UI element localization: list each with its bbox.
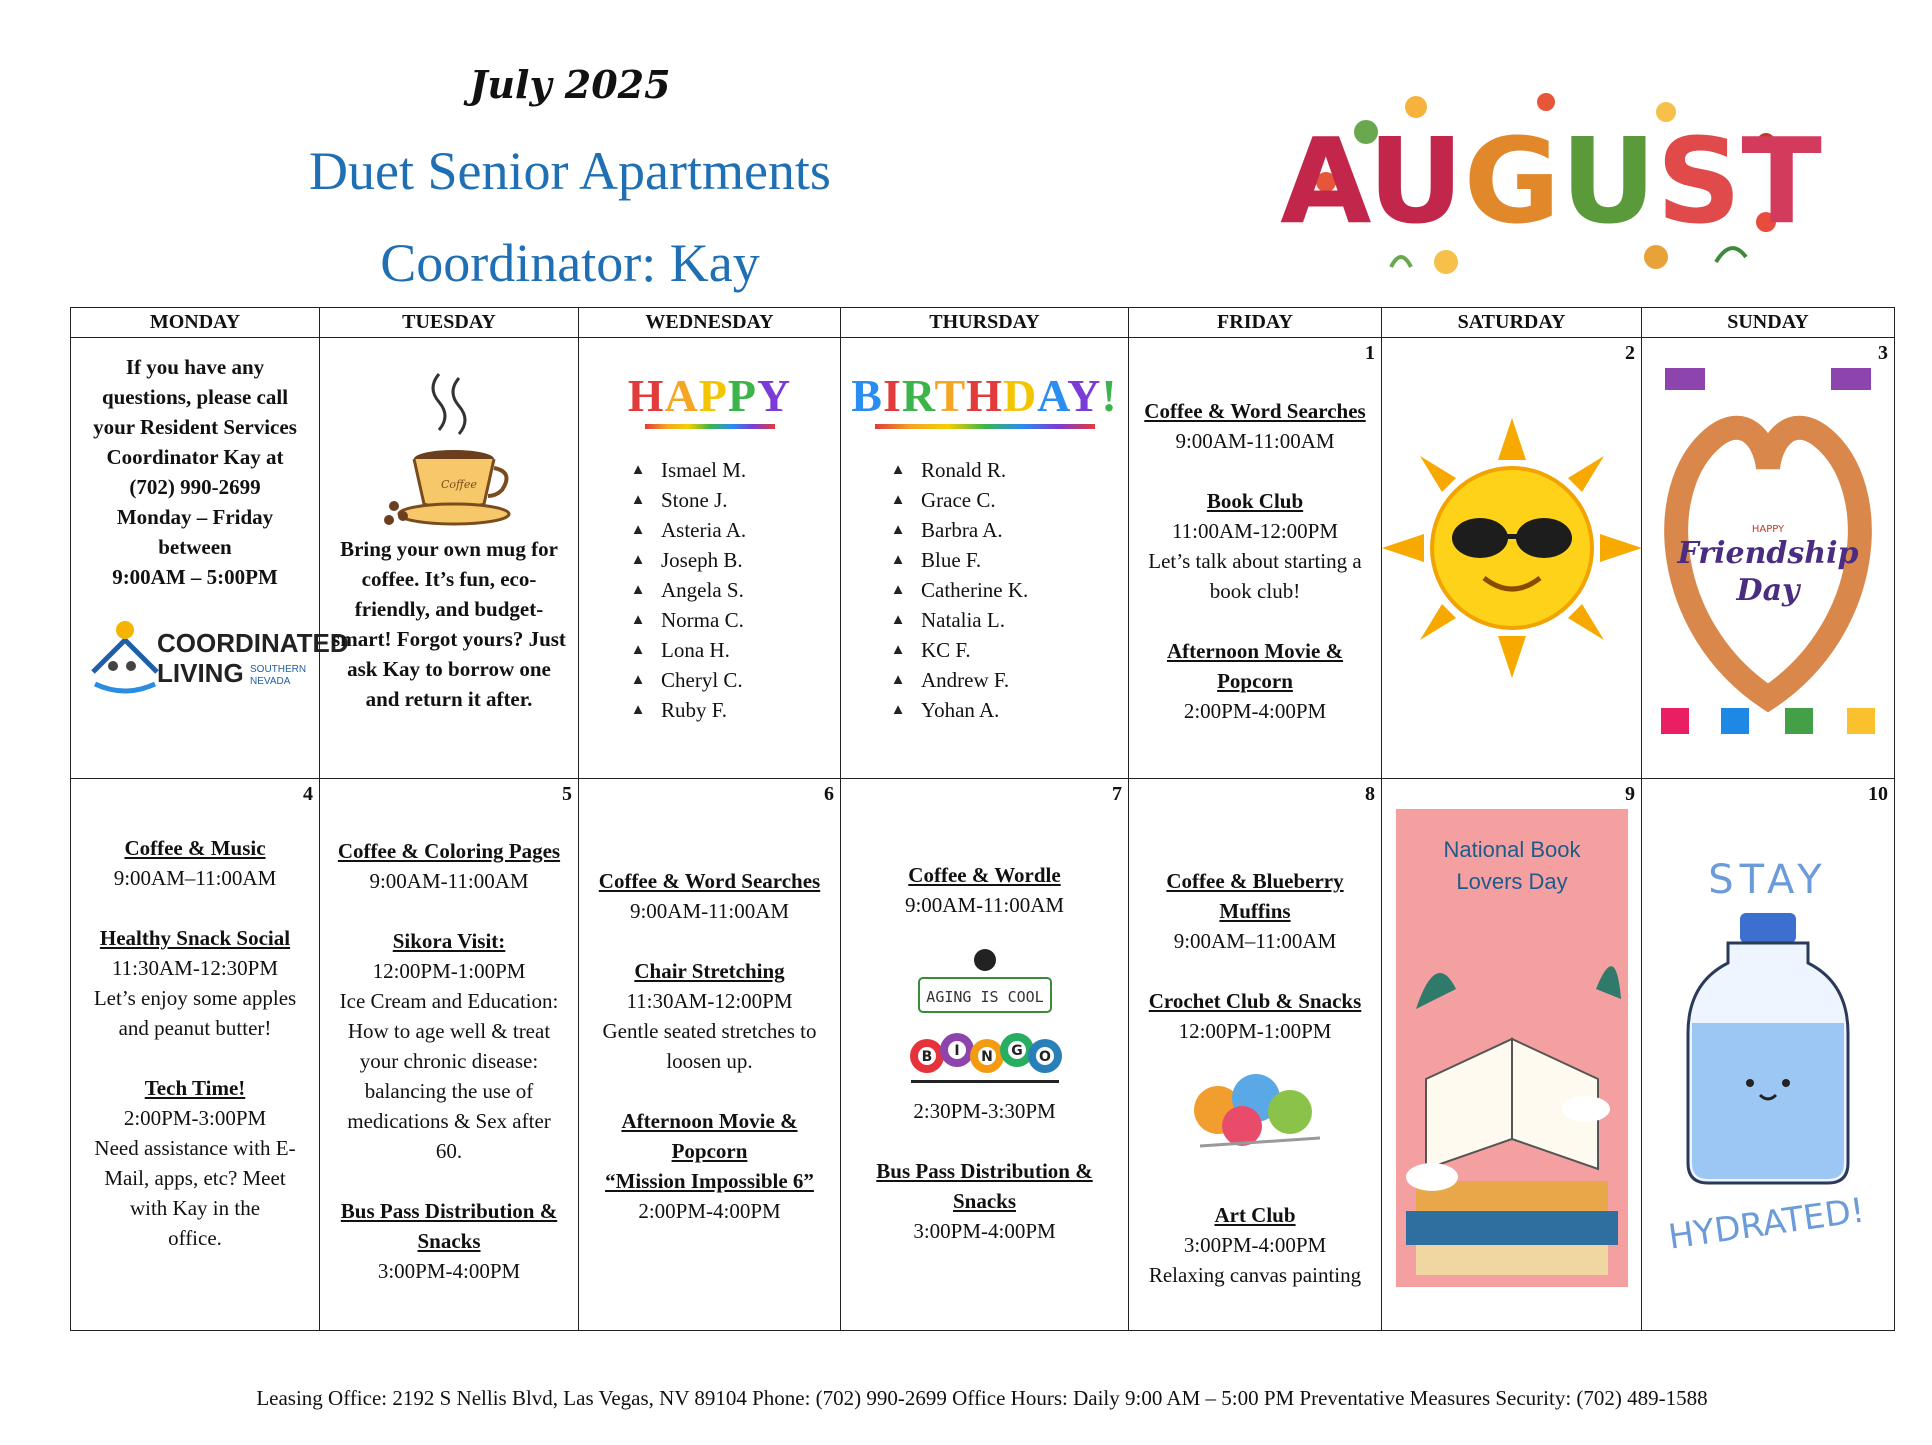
event-time: 2:00PM-3:00PM xyxy=(123,1106,267,1131)
birthday-banner-text: BIRTHDAY! xyxy=(851,370,1118,421)
event-title: Chair Stretching xyxy=(634,959,785,984)
yarn-ball xyxy=(1268,1090,1312,1134)
day-number: 10 xyxy=(1868,783,1888,806)
event-title: Healthy Snack Social xyxy=(99,926,291,951)
bingo-letter: O xyxy=(1038,1049,1051,1066)
info-line: Coordinator Kay at xyxy=(106,445,284,469)
saucer xyxy=(399,504,509,524)
birthday-name xyxy=(887,665,1128,695)
name-text: Yohan A. xyxy=(921,698,1000,722)
coffee-bean-icon xyxy=(398,511,408,521)
event-time: 9:00AM–11:00AM xyxy=(1173,929,1337,954)
day-number: 7 xyxy=(1112,783,1122,806)
aging-banner-text: AGING IS COOL xyxy=(925,988,1044,1007)
info-line: your Resident Services xyxy=(93,415,297,439)
coordinated-living-logo xyxy=(85,602,349,702)
mug-note xyxy=(320,534,578,714)
friendship-title: Friendship xyxy=(1677,536,1859,571)
event-description: Let’s enjoy some apples xyxy=(93,986,297,1011)
day-number: 6 xyxy=(824,783,834,806)
cake-icon: ▲ xyxy=(890,522,906,538)
sleeve-decoration xyxy=(1847,708,1875,734)
birthday-name xyxy=(887,515,1128,545)
day-number: 9 xyxy=(1625,783,1635,806)
birthday-name xyxy=(627,455,840,485)
bottle-cap xyxy=(1740,913,1796,943)
note-line: friendly, and budget- xyxy=(354,597,544,621)
cake-icon: ▲ xyxy=(630,462,646,478)
event-title: Afternoon Movie & xyxy=(1166,639,1344,663)
day-number: 4 xyxy=(303,783,313,806)
event-title: Coffee & Word Searches xyxy=(1144,399,1366,423)
cake-icon: ▲ xyxy=(630,492,646,508)
event-title: Snacks xyxy=(952,1189,1017,1214)
cake-icon: ▲ xyxy=(630,672,646,688)
name-text: Angela S. xyxy=(661,578,744,602)
event-title: Bus Pass Distribution & xyxy=(876,1159,1093,1184)
event-description: Ice Cream and Education: xyxy=(339,989,559,1014)
event-time: 2:00PM-4:00PM xyxy=(638,1199,781,1224)
leaf-decoration xyxy=(1391,257,1411,267)
steam-icon xyxy=(453,378,465,434)
name-text: Natalia L. xyxy=(921,608,1005,632)
name-text: KC F. xyxy=(921,638,971,662)
cloud-decoration xyxy=(1406,1163,1458,1191)
birthday-banner xyxy=(841,368,1128,429)
event-title: Tech Time! xyxy=(144,1076,246,1101)
info-line: If you have any xyxy=(125,355,265,379)
rainbow-underline xyxy=(875,424,1095,429)
birthday-name xyxy=(887,605,1128,635)
book-lovers-poster xyxy=(1396,809,1628,1287)
coffee-cup-icon xyxy=(379,364,519,534)
poster-title: National Book xyxy=(1443,837,1581,863)
event-time: 11:00AM-12:00PM xyxy=(1171,519,1339,543)
sleeve-decoration xyxy=(1831,368,1871,390)
coffee-bean-icon xyxy=(389,501,399,511)
event-title: Sikora Visit: xyxy=(392,929,506,954)
event-time: 9:00AM-11:00AM xyxy=(629,899,790,924)
event-time: 3:00PM-4:00PM xyxy=(377,1259,521,1284)
birthday-name xyxy=(887,635,1128,665)
cell-aug-4 xyxy=(71,779,320,1331)
name-text: Ruby F. xyxy=(661,698,728,722)
note-line: ask Kay to borrow one xyxy=(347,657,551,681)
event-description: Let’s talk about starting a xyxy=(1148,549,1362,573)
cell-aug-8 xyxy=(1129,779,1382,1331)
name-text: Catherine K. xyxy=(921,578,1029,602)
cake-icon: ▲ xyxy=(890,552,906,568)
cup-label: Coffee xyxy=(441,478,477,491)
bingo-letter: N xyxy=(980,1049,993,1066)
leaf-decoration xyxy=(1716,248,1746,262)
day-number: 2 xyxy=(1625,342,1635,364)
cell-aug-9 xyxy=(1382,779,1642,1331)
sun-sunglasses-icon xyxy=(1402,398,1622,698)
event-description: medications & Sex after xyxy=(347,1109,551,1134)
event-description: loosen up. xyxy=(666,1049,753,1074)
weekday-saturday: SATURDAY xyxy=(1382,308,1642,338)
day-number: 3 xyxy=(1878,342,1888,364)
week-row-2 xyxy=(71,779,1895,1331)
event-title: Art Club xyxy=(1214,1203,1296,1228)
birthday-name xyxy=(627,545,840,575)
day-events xyxy=(71,779,319,1253)
birthday-name xyxy=(627,695,840,725)
birthday-name xyxy=(887,485,1128,515)
friendship-day-art xyxy=(1653,368,1883,738)
cake-icon: ▲ xyxy=(890,462,906,478)
cake-icon: ▲ xyxy=(890,492,906,508)
steam-icon xyxy=(433,374,445,430)
calendar-grid xyxy=(70,307,1895,1331)
sunglasses-lens xyxy=(1452,518,1508,558)
poster-title: Lovers Day xyxy=(1456,869,1568,895)
yarn-ball xyxy=(1222,1106,1262,1146)
friendship-small-text: HAPPY xyxy=(1751,524,1785,535)
birthday-name xyxy=(627,665,840,695)
house-icon xyxy=(93,640,157,672)
event-description: and peanut butter! xyxy=(118,1016,272,1041)
event-description: Need assistance with E- xyxy=(94,1136,296,1161)
note-line: smart! Forgot yours? Just xyxy=(332,627,566,651)
stay-hydrated-poster xyxy=(1658,833,1878,1258)
bingo-graphic xyxy=(905,946,1065,1096)
cake-icon: ▲ xyxy=(890,702,906,718)
event-title: Book Club xyxy=(1206,489,1304,513)
site-name: Duet Senior Apartments xyxy=(309,141,831,201)
poster-title: STAY xyxy=(1708,857,1828,904)
note-line: Bring your own mug for xyxy=(340,537,558,561)
birthday-name xyxy=(887,695,1128,725)
coordinator-title: Coordinator: Kay xyxy=(380,233,760,293)
event-title: Coffee & Blueberry xyxy=(1166,869,1344,894)
bottle-eye xyxy=(1746,1079,1754,1087)
book-stack xyxy=(1416,1245,1608,1275)
cell-aug-1 xyxy=(1129,338,1382,779)
event-time: 11:30AM-12:30PM xyxy=(111,956,279,981)
friendship-title: Day xyxy=(1736,573,1800,608)
day-events xyxy=(579,779,840,1226)
birthday-list xyxy=(887,455,1128,725)
brain-icon xyxy=(974,949,996,971)
event-title: Coffee & Wordle xyxy=(908,863,1061,888)
event-title: Crochet Club & Snacks xyxy=(1148,989,1362,1014)
knitting-needle xyxy=(1200,1138,1320,1146)
info-line: between xyxy=(158,535,232,559)
cell-birthdays-thursday xyxy=(841,338,1129,779)
cake-icon: ▲ xyxy=(630,612,646,628)
note-line: and return it after. xyxy=(365,687,533,711)
info-line: questions, please call xyxy=(101,385,289,409)
august-art-text: AUGUST xyxy=(1280,112,1822,250)
event-time: 9:00AM-11:00AM xyxy=(904,893,1065,918)
event-time: 9:00AM-11:00AM xyxy=(1175,429,1335,453)
day-events xyxy=(1129,779,1381,1290)
footer-contact: Leasing Office: 2192 S Nellis Blvd, Las Vegas, NV 89104 Phone: (702) 990-2699 Office Hours: Daily 9:00 AM – 5:00 PM Preventative Measures Security: (702) 489-1588 xyxy=(256,1386,1708,1410)
day-events xyxy=(320,779,578,1286)
rainbow-underline xyxy=(645,424,775,429)
yarn-balls-icon xyxy=(1180,1060,1330,1156)
event-description: office. xyxy=(168,1226,222,1251)
bingo-letter: B xyxy=(921,1049,932,1066)
cloud-decoration xyxy=(1562,1096,1610,1122)
week-row-1 xyxy=(71,338,1895,779)
event-title: Afternoon Movie & xyxy=(621,1109,798,1134)
coffee-bean-icon xyxy=(384,515,394,525)
bingo-letter: G xyxy=(1010,1043,1023,1060)
name-text: Ronald R. xyxy=(921,458,1007,482)
bingo-letter: I xyxy=(953,1043,960,1060)
event-time: 9:00AM–11:00AM xyxy=(113,866,277,891)
day-number: 5 xyxy=(562,783,572,806)
weekday-header-row xyxy=(71,308,1895,338)
cake-icon: ▲ xyxy=(890,642,906,658)
birthday-name xyxy=(627,485,840,515)
event-time: 11:30AM-12:00PM xyxy=(626,989,793,1014)
event-description: with Kay in the xyxy=(129,1196,261,1221)
name-text: Lona H. xyxy=(661,638,730,662)
weekday-tuesday: TUESDAY xyxy=(320,308,579,338)
weekday-wednesday: WEDNESDAY xyxy=(579,308,841,338)
day-number: 8 xyxy=(1365,783,1375,806)
event-description: 60. xyxy=(435,1139,463,1164)
person-icon xyxy=(108,661,118,671)
name-text: Stone J. xyxy=(661,488,728,512)
event-time: 3:00PM-4:00PM xyxy=(1183,1233,1327,1258)
sleeve-decoration xyxy=(1661,708,1689,734)
birthday-name xyxy=(627,635,840,665)
sleeve-decoration xyxy=(1721,708,1749,734)
cake-icon: ▲ xyxy=(890,672,906,688)
birthday-name xyxy=(887,455,1128,485)
cell-mug-tuesday xyxy=(320,338,579,779)
event-description: Relaxing canvas painting xyxy=(1148,1263,1362,1288)
event-title: Popcorn xyxy=(1217,669,1293,693)
event-time: 2:30PM-3:30PM xyxy=(913,1099,1056,1124)
bottle-eye xyxy=(1782,1079,1790,1087)
logo-subtext: SOUTHERN xyxy=(250,664,307,675)
wave-icon xyxy=(95,684,155,691)
birthday-name xyxy=(627,575,840,605)
cake-icon: ▲ xyxy=(630,702,646,718)
day-events xyxy=(841,779,1128,1246)
event-time: 9:00AM-11:00AM xyxy=(369,869,529,894)
info-hours: 9:00AM – 5:00PM xyxy=(112,565,278,589)
sunglasses-bridge xyxy=(1506,534,1518,539)
cell-info-monday xyxy=(71,338,349,779)
cake-icon: ▲ xyxy=(630,642,646,658)
weekday-sunday: SUNDAY xyxy=(1642,308,1895,338)
name-text: Grace C. xyxy=(921,488,996,512)
contact-info xyxy=(71,338,319,592)
event-description: Gentle seated stretches to xyxy=(602,1019,817,1044)
cake-icon: ▲ xyxy=(890,582,906,598)
event-description: book club! xyxy=(1209,579,1301,603)
name-text: Barbra A. xyxy=(921,518,1003,542)
info-line: Monday – Friday xyxy=(116,505,274,529)
cell-birthdays-wednesday xyxy=(579,338,841,779)
day-number: 1 xyxy=(1365,342,1375,364)
info-phone: (702) 990-2699 xyxy=(129,475,261,499)
event-description: Mail, apps, etc? Meet xyxy=(104,1166,286,1191)
event-title: Bus Pass Distribution & xyxy=(340,1199,558,1224)
weekday-thursday: THURSDAY xyxy=(841,308,1129,338)
event-title: Popcorn xyxy=(671,1139,748,1164)
happy-banner-text: HAPPY xyxy=(627,370,792,421)
cell-aug-10 xyxy=(1642,779,1895,1331)
event-title: “Mission Impossible 6” xyxy=(605,1169,814,1194)
event-title: Muffins xyxy=(1219,899,1291,924)
book-stack xyxy=(1406,1211,1618,1245)
bottle-water xyxy=(1692,1023,1844,1179)
cake-icon: ▲ xyxy=(630,552,646,568)
sleeve-decoration xyxy=(1785,708,1813,734)
name-text: Ismael M. xyxy=(661,458,747,482)
event-time: 2:00PM-4:00PM xyxy=(1183,699,1327,723)
event-description: How to age well & treat xyxy=(347,1019,551,1044)
sleeve-decoration xyxy=(1665,368,1705,390)
birthday-name xyxy=(627,515,840,545)
name-text: Norma C. xyxy=(661,608,744,632)
weekday-monday: MONDAY xyxy=(71,308,320,338)
birthday-list xyxy=(627,455,840,725)
event-description: your chronic disease: xyxy=(359,1049,539,1074)
cake-icon: ▲ xyxy=(630,582,646,598)
logo-text: LIVING xyxy=(157,658,244,688)
logo-text: COORDINATED xyxy=(157,628,349,658)
name-text: Blue F. xyxy=(921,548,982,572)
cell-aug-3 xyxy=(1642,338,1895,779)
birthday-name xyxy=(887,545,1128,575)
event-time: 12:00PM-1:00PM xyxy=(1178,1019,1332,1044)
event-title: Coffee & Coloring Pages xyxy=(337,839,561,864)
note-line: coffee. It’s fun, eco- xyxy=(361,567,537,591)
cake-icon: ▲ xyxy=(630,522,646,538)
cake-icon: ▲ xyxy=(890,612,906,628)
name-text: Joseph B. xyxy=(661,548,743,572)
fruit-decoration xyxy=(1434,250,1458,274)
happy-banner xyxy=(579,368,840,429)
poster-subtitle: HYDRATED! xyxy=(1665,1190,1868,1258)
event-title: Coffee & Music xyxy=(124,836,266,861)
sun-icon xyxy=(116,621,134,639)
cell-aug-6 xyxy=(579,779,841,1331)
event-title: Snacks xyxy=(417,1229,481,1254)
weekday-friday: FRIDAY xyxy=(1129,308,1382,338)
name-text: Cheryl C. xyxy=(661,668,743,692)
august-art-logo xyxy=(1280,72,1822,292)
birthday-name xyxy=(627,605,840,635)
name-text: Andrew F. xyxy=(921,668,1010,692)
person-icon xyxy=(126,661,136,671)
event-time: 3:00PM-4:00PM xyxy=(913,1219,1056,1244)
bingo-underline xyxy=(911,1080,1059,1083)
birthday-name xyxy=(887,575,1128,605)
name-text: Asteria A. xyxy=(661,518,747,542)
cell-aug-2 xyxy=(1382,338,1642,779)
cell-aug-7 xyxy=(841,779,1129,1331)
fruit-decoration xyxy=(1537,93,1555,111)
event-description: balancing the use of xyxy=(364,1079,534,1104)
event-time: 12:00PM-1:00PM xyxy=(372,959,526,984)
cell-aug-5 xyxy=(320,779,579,1331)
event-title: Coffee & Word Searches xyxy=(598,869,821,894)
month-label: July 2025 xyxy=(469,62,671,107)
sunglasses-lens xyxy=(1516,518,1572,558)
logo-subtext: NEVADA xyxy=(250,676,291,687)
day-events xyxy=(1129,338,1381,726)
